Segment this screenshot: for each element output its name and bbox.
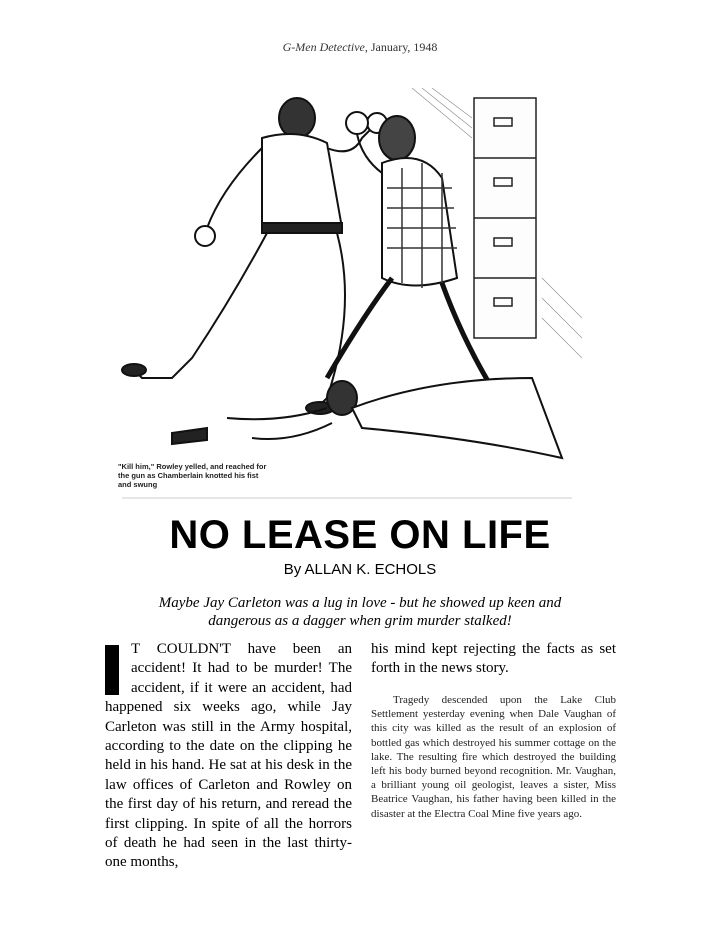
story-tagline: Maybe Jay Carleton was a lug in love - but he showed up keen and dangerous as a dagger when grim murder stalked! — [158, 595, 562, 629]
publication-name: G-Men Detective — [282, 40, 365, 54]
left-column-text: T COULDN'T have been an accident! It had to be murder! The accident, if it were an accident, had happened six weeks ago, while Jay Carleton was still in the Army hospital, according to the date on the clipping he held in his hand. He sat at his desk in the law offices of Carleton and Rowley on the first day of his return, and reread the first clipping. In spite of all the horrors of death he had seen in the last thirty-one months, — [105, 641, 352, 871]
fallen-man — [172, 378, 562, 458]
right-column-intro: his mind kept rejecting the facts as set forth in the news story. — [371, 641, 616, 677]
left-column — [105, 640, 352, 873]
page-header — [0, 40, 720, 55]
story-byline: By ALLAN K. ECHOLS — [283, 561, 437, 578]
filing-cabinet — [474, 98, 536, 338]
illustration-caption: "Kill him," Rowley yelled, and reached for the gun as Chamberlain knotted his fist and swung — [118, 462, 267, 489]
drop-cap — [105, 645, 119, 695]
news-clipping: Tragedy descended upon the Lake Club Settlement yesterday evening when Dale Vaughan of this city was killed as the result of an explosion of bottled gas which destroyed his summer cottage on the lake. The resulting fire which destroyed the building left his body burned beyond recognition. Mr. Vaughan, a brilliant young oil geologist, leaves a sister, Miss Beatrice Vaughan, his father having been killed in the disaster at the Electra Coal Mine five years ago. — [371, 694, 616, 820]
story-title: NO LEASE ON LIFE — [169, 513, 551, 557]
fighter-left — [122, 98, 387, 414]
issue-date: , January, 1948 — [364, 40, 438, 54]
story-illustration — [112, 78, 582, 506]
